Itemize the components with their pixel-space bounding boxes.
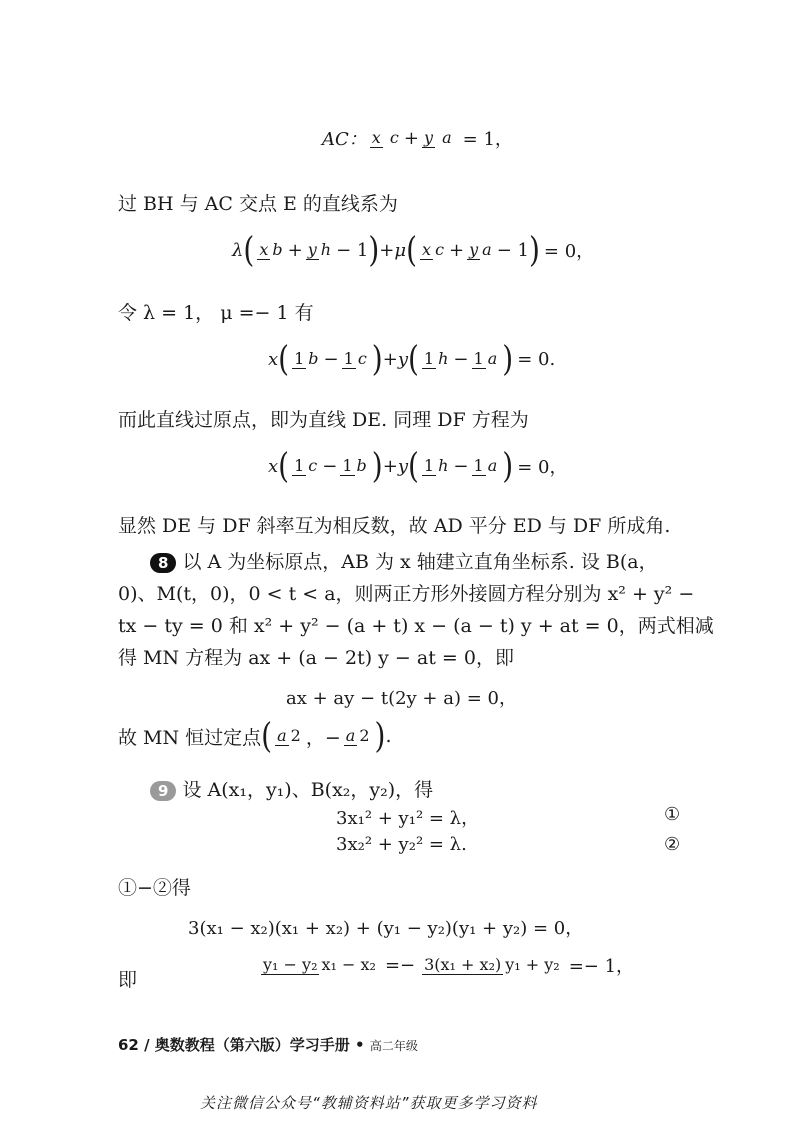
footer-grade: 高二年级 [369, 1039, 418, 1053]
fraction-a-2 [275, 727, 303, 746]
fraction-y-diff-x-diff [261, 956, 378, 975]
paren-close: ) [528, 228, 540, 270]
paren-open: ( [278, 337, 290, 379]
frac-den: y₁ + y₂ [505, 954, 560, 974]
frac-den: a [442, 127, 452, 147]
plus-sign: + [287, 239, 303, 261]
frac-den: c [389, 127, 399, 147]
var-y: y [397, 455, 408, 477]
frac-den: 2 [359, 725, 370, 745]
var-x: x [268, 348, 279, 370]
frac-den: h [438, 455, 449, 475]
paren-open: ( [243, 228, 255, 270]
fraction-1-h [422, 350, 451, 369]
frac-num: y [423, 127, 434, 147]
frac-num: 3(x₁ + x₂) [424, 954, 502, 974]
paren-close: ) [502, 337, 514, 379]
fraction-1-a [472, 350, 500, 369]
fraction-x-b [257, 241, 284, 260]
var-x: x [268, 455, 279, 477]
fraction-x-c [420, 241, 446, 260]
problem-8-badge: 8 [150, 553, 176, 573]
frac-den: x₁ − x₂ [321, 954, 376, 974]
paren-close: ) [371, 444, 383, 486]
frac-den: h [320, 239, 332, 259]
frac-num: x [371, 127, 381, 147]
paren-open: ( [407, 337, 419, 379]
frac-num: a [277, 725, 287, 745]
fraction-y-h [306, 241, 333, 260]
problem-9-eq-3: 3(x₁ − x₂)(x₁ + x₂) + (y₁ − y₂)(y₁ + y₂) = 0， [188, 918, 584, 939]
text-line-3: 而此直线过原点，即为直线 DE. 同理 DF 方程为 [118, 409, 529, 431]
equation-de [268, 337, 556, 379]
plus-sign: + [403, 127, 419, 149]
equation-df [268, 444, 568, 486]
frac-den: b [308, 348, 319, 368]
minus-sign: − [453, 348, 469, 370]
eq-rhs: = 0. [517, 348, 556, 370]
problem-9-badge: 9 [150, 781, 176, 801]
period: . [385, 725, 392, 747]
problem-9-eq-1: 3x₁² + y₁² = λ， [336, 808, 480, 829]
plus-sign: + [449, 239, 465, 261]
equals-minus: =− [384, 954, 416, 976]
frac-num: 1 [342, 455, 353, 475]
plus-sign: + [382, 348, 398, 370]
promo-watermark: 关注微信公众号“教辅资料站”获取更多学习资料 [200, 1094, 538, 1112]
eq-rhs: = 0， [543, 241, 595, 262]
frac-den: a [487, 455, 498, 475]
minus-sign: − [453, 455, 469, 477]
frac-num: 1 [473, 348, 484, 368]
frac-num: 1 [423, 455, 435, 475]
page-footer [118, 1034, 418, 1055]
frac-den: b [272, 239, 283, 259]
problem-9-line-1 [150, 778, 433, 802]
frac-den: c [357, 348, 367, 368]
frac-den: 2 [290, 725, 301, 745]
problem-8-equation: ax + ay − t(2y + a) = 0， [286, 688, 517, 709]
problem-9-eq-4 [258, 952, 634, 978]
frac-den: h [438, 348, 449, 368]
fraction-1-c [292, 457, 319, 476]
problem-8-line-2: 0)、M(t，0)，0 < t < a，则两正方形外接圆方程分别为 x² + y² − [118, 583, 695, 605]
paren-close: ) [371, 337, 383, 379]
problem-9-eq-2: 3x₂² + y₂² = λ. [336, 834, 467, 855]
problem-9-diff: ①−②得 [118, 877, 191, 899]
frac-num: 1 [343, 348, 354, 368]
frac-den: a [482, 239, 492, 259]
fraction-y-a [422, 129, 454, 148]
var-y: y [397, 348, 408, 370]
lambda: λ [232, 239, 244, 261]
frac-num: 1 [294, 348, 305, 368]
paren-open: ( [407, 444, 419, 486]
plus-sign: + [382, 455, 398, 477]
text-line-2: 令 λ = 1， μ =− 1 有 [118, 302, 314, 324]
conclusion-text: 故 MN 恒过定点 [118, 726, 262, 749]
frac-den: c [308, 455, 318, 475]
paren-open: ( [406, 228, 418, 270]
footer-text: 62 / 奥数教程（第六版）学习手册 • [118, 1036, 370, 1054]
fraction-1-h [422, 457, 451, 476]
equation-ac [322, 125, 513, 151]
paren-close: ) [502, 444, 514, 486]
paren-close: ) [374, 714, 386, 756]
fraction-a-2 [344, 727, 372, 746]
frac-num: x [422, 239, 432, 259]
problem-8-line-4: 得 MN 方程为 ax + (a − 2t) y − at = 0，即 [118, 647, 514, 669]
minus-sign: − [323, 348, 339, 370]
frac-num: y₁ − y₂ [263, 954, 318, 974]
fraction-1-c [342, 350, 369, 369]
problem-8-conclusion [118, 714, 392, 756]
frac-num: x [259, 239, 269, 259]
frac-num: 1 [473, 455, 484, 475]
fraction-x-c [370, 129, 401, 148]
fraction-1-b [340, 457, 368, 476]
paren-close: ) [368, 228, 380, 270]
text-line-1: 过 BH 与 AC 交点 E 的直线系为 [118, 193, 398, 215]
problem-9-ji: 即 [118, 969, 138, 991]
problem-8-text: 以 A 为坐标原点，AB 为 x 轴建立直角坐标系. 设 B(a， [182, 551, 658, 573]
frac-den: c [435, 239, 445, 259]
eq-rhs: =− 1， [568, 956, 635, 977]
minus-sign: − [322, 455, 338, 477]
eq-rhs: = 1， [462, 129, 513, 150]
problem-9-text: 设 A(x₁，y₁)、B(x₂，y₂)，得 [182, 779, 434, 801]
frac-num: 1 [423, 348, 435, 368]
problem-8-line-1 [150, 550, 658, 574]
minus-one: − 1 [336, 239, 369, 261]
fraction-1-b [292, 350, 320, 369]
eq-2-mark: ② [664, 834, 681, 855]
text-line-4: 显然 DE 与 DF 斜率互为相反数，故 AD 平分 ED 与 DF 所成角. [118, 515, 671, 537]
frac-num: a [345, 725, 356, 745]
paren-open: ( [261, 714, 273, 756]
paren-open: ( [278, 444, 290, 486]
fraction-1-a [472, 457, 500, 476]
frac-num: y [469, 239, 479, 259]
frac-den: b [356, 455, 367, 475]
fraction-y-a [467, 241, 494, 260]
frac-num: 1 [294, 455, 305, 475]
minus-one: − 1 [496, 239, 529, 261]
equation-line-system [232, 228, 595, 270]
problem-8-line-3: tx − ty = 0 和 x² + y² − (a + t) x − (a − t) y + at = 0，两式相减 [118, 615, 714, 637]
comma: ，− [305, 726, 341, 749]
eq-ac-prefix: AC： [322, 129, 367, 150]
eq-rhs: = 0， [517, 457, 568, 478]
mu: μ [394, 239, 407, 261]
fraction-x-sum-y-sum [422, 956, 562, 975]
plus-sign: + [379, 239, 395, 261]
frac-den: a [487, 348, 498, 368]
frac-num: y [307, 239, 317, 259]
eq-1-mark: ① [664, 804, 681, 825]
